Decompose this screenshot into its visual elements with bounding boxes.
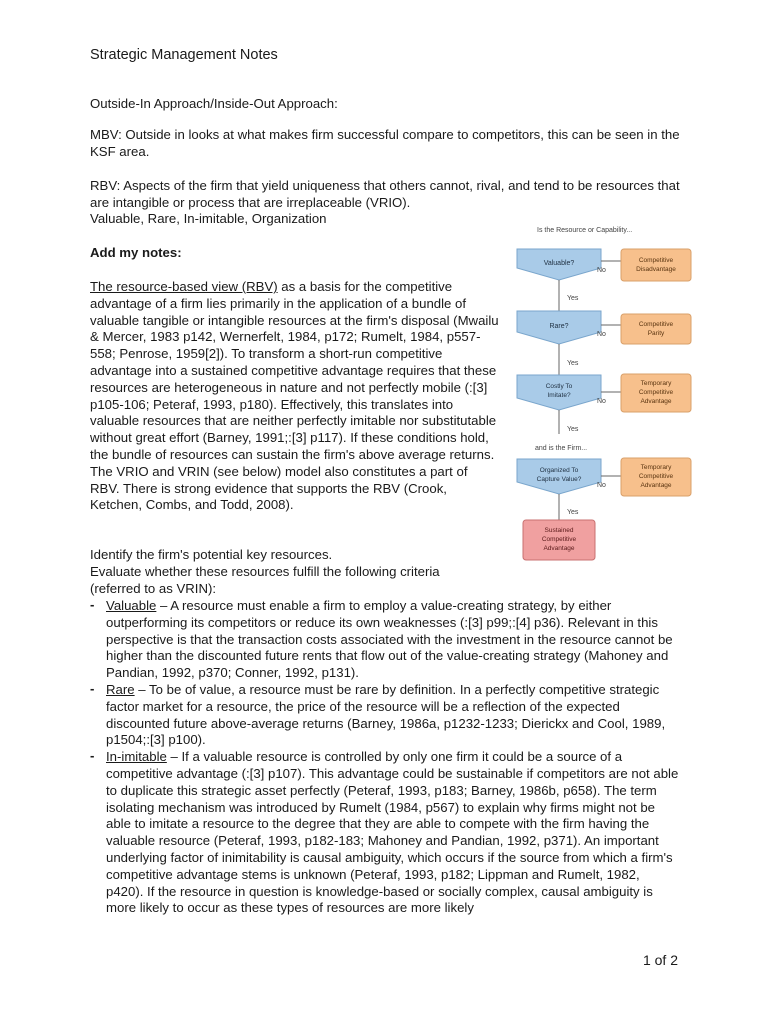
rbv-paragraph: RBV: Aspects of the firm that yield uniqueness that others cannot, rival, and tend to be resources that are intangible or process that are irreplaceable (VRIO).: [90, 178, 680, 210]
final-text: Competitive: [541, 536, 577, 543]
page-title: Strategic Management Notes: [90, 47, 278, 63]
outcome-text: Competitive: [638, 473, 674, 480]
outcome-text: Competitive: [638, 389, 674, 396]
yes-label: Yes: [567, 509, 579, 516]
vrin-criteria-list: [88, 598, 680, 917]
yes-label: Yes: [567, 295, 579, 302]
criterion-valuable: [88, 598, 680, 682]
outcome-text: Temporary: [640, 464, 672, 471]
outcome-text: Temporary: [640, 380, 672, 387]
final-text: Sustained: [544, 527, 574, 534]
outcome-competitive-parity: [621, 314, 691, 344]
question-rare-label: Rare?: [549, 323, 569, 330]
diagram-header-firm: and is the Firm...: [535, 445, 588, 452]
criterion-rare: [88, 682, 680, 749]
vrio-flowchart: [505, 222, 705, 564]
rbv-body: as a basis for the competitive advantage of a firm lies primarily in the application of a bundle of valuable tangible or intangible resources at the firm's disposal (Mwailu & Mercer, 1983 p142, Wernerfelt, 1984, p172; Rumelt, 1984, p557-558; Penrose, 1959[2]). To transform a short-run competitive advantage into a sustained competitive advantage requires that these resources are heterogeneous in nature and not perfectly mobile (:[3] p105-106; Peteraf, 1993, p180). Effectively, this translates into valuable resources that are neither perfectly imitable nor substitutable without great effort (Barney, 1991;:[3] p117). If these conditions hold, the bundle of resources can sustain the firm's above average returns. The VRIO and VRIN (see below) model also constitutes a part of RBV. There is strong evidence that supports the RBV (Crook, Ketchen, Combs, and Todd, 2008).: [90, 279, 499, 513]
outcome-text: Competitive: [638, 321, 674, 328]
outcome-competitive-disadvantage: [621, 249, 691, 281]
outcome-text: Advantage: [640, 398, 672, 405]
identify-line: Identify the firm's potential key resources.: [90, 547, 333, 562]
criterion-text: – A resource must enable a firm to employ a value-creating strategy, by either outperforming its competitors or reduce its own weaknesses (:[3] p99;:[4] p36). Relevant in this perspective is that the transaction costs associated with the investment in the resource cannot be higher than the discounted future rents that flow out of the value-creating strategy (Mahoney and Pandian, 1992, p370; Conner, 1992, p131).: [106, 598, 673, 681]
mbv-paragraph: MBV: Outside in looks at what makes firm successful compare to competitors, this can be seen in the KSF area.: [90, 127, 680, 159]
criterion-inimitable: [88, 749, 680, 917]
no-label: No: [597, 331, 606, 338]
criterion-text: – To be of value, a resource must be rare by definition. In a perfectly competitive strategic factor market for a resource, the price of the resource will be a reflection of the expected discounted future above-average returns (Barney, 1986a, p1232-1233; Dierickx and Cool, 1989, p1504;:[3] p100).: [106, 681, 666, 748]
question-costly-label: Imitate?: [547, 392, 571, 399]
yes-label: Yes: [567, 360, 579, 367]
page-number: 1 of 2: [642, 952, 678, 968]
criterion-term: Rare: [106, 681, 135, 697]
yes-label: Yes: [567, 426, 579, 433]
outcome-text: Advantage: [640, 482, 672, 489]
diagram-header-resource: Is the Resource or Capability...: [537, 227, 633, 234]
no-label: No: [597, 267, 606, 274]
rbv-definition-paragraph: [90, 279, 500, 514]
evaluate-line: Evaluate whether these resources fulfill the following criteria (referred to as VRIN):: [90, 564, 440, 596]
vrio-line: Valuable, Rare, In-imitable, Organization: [90, 211, 327, 226]
criterion-term: In-imitable: [106, 749, 167, 765]
notes-heading: Add my notes:: [90, 245, 182, 260]
question-valuable-label: Valuable?: [543, 260, 575, 267]
outcome-text: Competitive: [638, 257, 674, 264]
no-label: No: [597, 482, 606, 489]
criterion-text: – If a valuable resource is controlled by only one firm it could be a source of a competitive advantage (:[3] p107). This advantage could be sustainable if competitors are not able to duplicate this strategic asset perfectly (Peteraf, 1993, p183; Barney, 1986b, p658). The term isolating mechanism was introduced by Rumelt (1984, p567) to explain why firms might not be able to imitate a resource to the degree that they are able to compete with the firm having the valuable resource (Peteraf, 1993, p182-183; Mahoney and Pandian, 1992, p371). An important underlying factor of inimitability is causal ambiguity, which occurs if the source from which a firm's competitive advantage stems is unknown (Peteraf, 1993, p182; Lippman and Rumelt, 1982, p420). If the resource in question is knowledge-based or socially complex, causal ambiguity is more likely to occur as these types of resources are more likely: [106, 749, 679, 916]
question-costly-label: Costly To: [545, 383, 573, 390]
question-organized-label: Capture Value?: [536, 476, 582, 483]
no-label: No: [597, 398, 606, 405]
final-text: Advantage: [543, 545, 575, 552]
rbv-term: The resource-based view (RBV): [90, 279, 278, 294]
question-organized-label: Organized To: [539, 467, 579, 474]
criterion-term: Valuable: [106, 598, 157, 613]
outcome-text: Parity: [647, 330, 665, 337]
outcome-text: Disadvantage: [636, 266, 676, 273]
approach-heading: Outside-In Approach/Inside-Out Approach:: [90, 96, 338, 111]
